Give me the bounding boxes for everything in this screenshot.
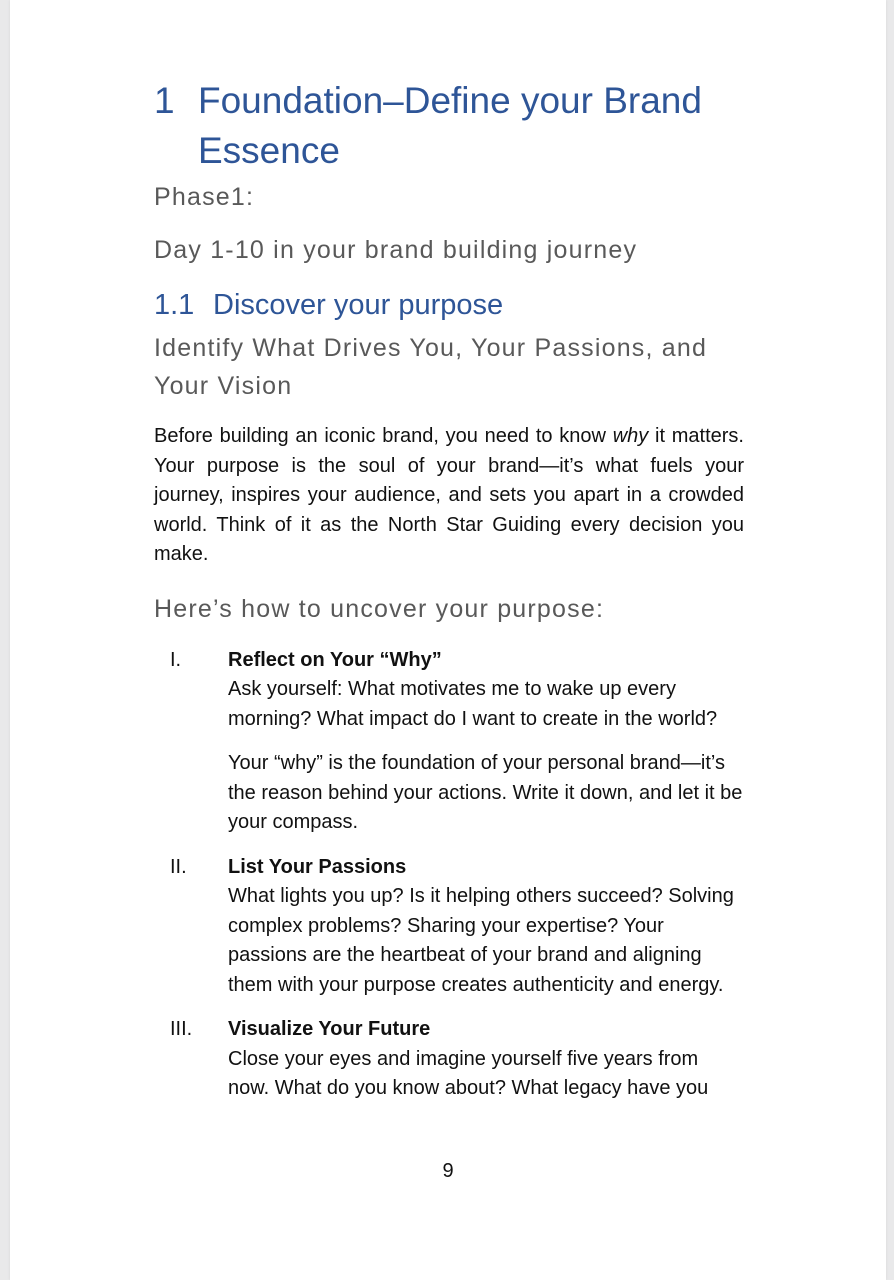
- list-item: [154, 646, 744, 838]
- chapter-title: Foundation–Define your Brand Essence: [198, 80, 702, 171]
- list-item-body: Ask yourself: What motivates me to wake up every morning? What impact do I want to create in the world?: [228, 678, 718, 730]
- page-content: [154, 76, 744, 1104]
- list-item-title: Reflect on Your “Why”: [228, 648, 442, 671]
- intro-emphasis: why: [612, 425, 649, 447]
- list-item-numeral: III.: [170, 1018, 193, 1040]
- list-item-title: List Your Passions: [228, 855, 407, 878]
- section-title: Discover your purpose: [213, 289, 504, 321]
- chapter-number: 1: [154, 80, 175, 121]
- intro-paragraph: [154, 422, 744, 570]
- list-item-numeral: II.: [170, 855, 187, 878]
- page-number: 9: [442, 1160, 454, 1182]
- section-heading: [154, 285, 744, 325]
- list-item-numeral: I.: [170, 648, 182, 671]
- list-item: [154, 1015, 744, 1104]
- how-heading: Here’s how to uncover your purpose:: [154, 594, 605, 623]
- section-number: 1.1: [154, 289, 195, 321]
- list-item-extra: Your “why” is the foundation of your personal brand—it’s the reason behind your actions. Write it down, and let it be your compass.: [228, 752, 743, 833]
- list-item-body: Close your eyes and imagine yourself five years from now. What do you know about? What legacy have you: [228, 1047, 709, 1099]
- purpose-list: [154, 646, 744, 1104]
- intro-before: Before building an iconic brand, you need to know: [154, 425, 613, 447]
- phase-label: Phase1:: [154, 183, 255, 211]
- document-page: [10, 0, 886, 1280]
- chapter-heading: [154, 76, 744, 176]
- intro-after: it matters. Your purpose is the soul of your brand—it’s what fuels your journey, inspires your audience, and sets you apart in a crowded world. Think of it as the North Star Guiding every decision you make.: [154, 425, 744, 565]
- list-item: [154, 853, 744, 1001]
- days-label: Day 1-10 in your brand building journey: [154, 236, 638, 264]
- list-item-title: Visualize Your Future: [228, 1018, 431, 1040]
- identify-heading: Identify What Drives You, Your Passions, and Your Vision: [154, 334, 708, 400]
- list-item-body: What lights you up? Is it helping others succeed? Solving complex problems? Sharing your expertise? Your passions are the heartbeat of your brand and aligning them with your purpose creates authenticity and energy.: [228, 885, 734, 996]
